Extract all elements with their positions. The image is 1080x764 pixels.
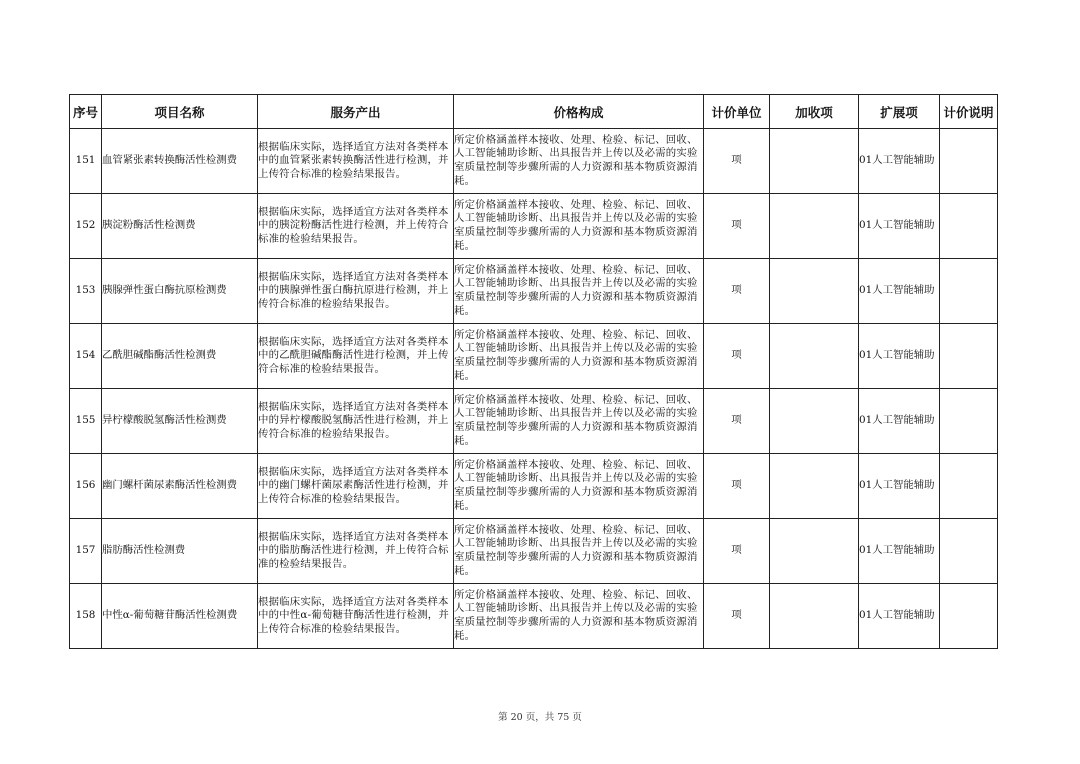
row-num: 151 xyxy=(70,129,102,194)
header-name: 项目名称 xyxy=(102,95,258,129)
row-output: 根据临床实际，选择适宜方法对各类样本中的中性α-葡萄糖苷酶活性进行检测，并上传符合标准的检验结果报告。 xyxy=(258,584,454,649)
header-output: 服务产出 xyxy=(258,95,454,129)
row-num: 153 xyxy=(70,259,102,324)
table-row xyxy=(70,129,998,194)
row-extension: 01人工智能辅助 xyxy=(859,519,940,584)
row-unit: 项 xyxy=(704,584,770,649)
header-surcharge: 加收项 xyxy=(770,95,859,129)
row-output: 根据临床实际，选择适宜方法对各类样本中的血管紧张素转换酶活性进行检测，并上传符合标准的检验结果报告。 xyxy=(258,129,454,194)
row-note xyxy=(940,584,998,649)
row-unit: 项 xyxy=(704,389,770,454)
row-num: 156 xyxy=(70,454,102,519)
table-row xyxy=(70,519,998,584)
row-num: 157 xyxy=(70,519,102,584)
row-price: 所定价格涵盖样本接收、处理、检验、标记、回收、人工智能辅助诊断、出具报告并上传以及必需的实验室质量控制等步骤所需的人力资源和基本物质资源消耗。 xyxy=(454,454,704,519)
row-name: 乙酰胆碱酯酶活性检测费 xyxy=(102,324,258,389)
row-price: 所定价格涵盖样本接收、处理、检验、标记、回收、人工智能辅助诊断、出具报告并上传以及必需的实验室质量控制等步骤所需的人力资源和基本物质资源消耗。 xyxy=(454,129,704,194)
row-price: 所定价格涵盖样本接收、处理、检验、标记、回收、人工智能辅助诊断、出具报告并上传以及必需的实验室质量控制等步骤所需的人力资源和基本物质资源消耗。 xyxy=(454,324,704,389)
row-num: 158 xyxy=(70,584,102,649)
row-surcharge xyxy=(770,519,859,584)
row-num: 152 xyxy=(70,194,102,259)
row-unit: 项 xyxy=(704,519,770,584)
table-row xyxy=(70,324,998,389)
row-name: 脂肪酶活性检测费 xyxy=(102,519,258,584)
row-extension: 01人工智能辅助 xyxy=(859,194,940,259)
row-price: 所定价格涵盖样本接收、处理、检验、标记、回收、人工智能辅助诊断、出具报告并上传以及必需的实验室质量控制等步骤所需的人力资源和基本物质资源消耗。 xyxy=(454,259,704,324)
row-surcharge xyxy=(770,129,859,194)
table-row xyxy=(70,259,998,324)
row-name: 异柠檬酸脱氢酶活性检测费 xyxy=(102,389,258,454)
row-extension: 01人工智能辅助 xyxy=(859,129,940,194)
row-note xyxy=(940,324,998,389)
table-header-row xyxy=(70,95,998,129)
row-unit: 项 xyxy=(704,194,770,259)
row-name: 血管紧张素转换酶活性检测费 xyxy=(102,129,258,194)
row-note xyxy=(940,389,998,454)
header-extension: 扩展项 xyxy=(859,95,940,129)
row-extension: 01人工智能辅助 xyxy=(859,324,940,389)
row-unit: 项 xyxy=(704,454,770,519)
row-name: 中性α-葡萄糖苷酶活性检测费 xyxy=(102,584,258,649)
table-row xyxy=(70,584,998,649)
row-name: 胰腺弹性蛋白酶抗原检测费 xyxy=(102,259,258,324)
table-row xyxy=(70,389,998,454)
row-output: 根据临床实际，选择适宜方法对各类样本中的乙酰胆碱酯酶活性进行检测，并上传符合标准的检验结果报告。 xyxy=(258,324,454,389)
row-price: 所定价格涵盖样本接收、处理、检验、标记、回收、人工智能辅助诊断、出具报告并上传以及必需的实验室质量控制等步骤所需的人力资源和基本物质资源消耗。 xyxy=(454,389,704,454)
row-name: 胰淀粉酶活性检测费 xyxy=(102,194,258,259)
row-surcharge xyxy=(770,259,859,324)
row-note xyxy=(940,259,998,324)
row-surcharge xyxy=(770,389,859,454)
row-num: 154 xyxy=(70,324,102,389)
row-surcharge xyxy=(770,584,859,649)
header-unit: 计价单位 xyxy=(704,95,770,129)
row-unit: 项 xyxy=(704,129,770,194)
header-price: 价格构成 xyxy=(454,95,704,129)
row-surcharge xyxy=(770,454,859,519)
row-note xyxy=(940,129,998,194)
row-extension: 01人工智能辅助 xyxy=(859,584,940,649)
row-note xyxy=(940,519,998,584)
row-extension: 01人工智能辅助 xyxy=(859,389,940,454)
row-price: 所定价格涵盖样本接收、处理、检验、标记、回收、人工智能辅助诊断、出具报告并上传以及必需的实验室质量控制等步骤所需的人力资源和基本物质资源消耗。 xyxy=(454,194,704,259)
page-number: 第 20 页，共 75 页 xyxy=(498,712,582,723)
row-extension: 01人工智能辅助 xyxy=(859,259,940,324)
table-row xyxy=(70,194,998,259)
row-output: 根据临床实际，选择适宜方法对各类样本中的胰腺弹性蛋白酶抗原进行检测，并上传符合标准的检验结果报告。 xyxy=(258,259,454,324)
row-name: 幽门螺杆菌尿素酶活性检测费 xyxy=(102,454,258,519)
row-output: 根据临床实际，选择适宜方法对各类样本中的幽门螺杆菌尿素酶活性进行检测，并上传符合标准的检验结果报告。 xyxy=(258,454,454,519)
row-extension: 01人工智能辅助 xyxy=(859,454,940,519)
table-row xyxy=(70,454,998,519)
header-num: 序号 xyxy=(70,95,102,129)
pricing-table xyxy=(69,94,998,649)
row-output: 根据临床实际，选择适宜方法对各类样本中的胰淀粉酶活性进行检测，并上传符合标准的检验结果报告。 xyxy=(258,194,454,259)
row-note xyxy=(940,454,998,519)
row-unit: 项 xyxy=(704,324,770,389)
row-price: 所定价格涵盖样本接收、处理、检验、标记、回收、人工智能辅助诊断、出具报告并上传以及必需的实验室质量控制等步骤所需的人力资源和基本物质资源消耗。 xyxy=(454,584,704,649)
header-note: 计价说明 xyxy=(940,95,998,129)
row-output: 根据临床实际，选择适宜方法对各类样本中的异柠檬酸脱氢酶活性进行检测，并上传符合标准的检验结果报告。 xyxy=(258,389,454,454)
row-note xyxy=(940,194,998,259)
row-unit: 项 xyxy=(704,259,770,324)
row-output: 根据临床实际，选择适宜方法对各类样本中的脂肪酶活性进行检测，并上传符合标准的检验结果报告。 xyxy=(258,519,454,584)
row-price: 所定价格涵盖样本接收、处理、检验、标记、回收、人工智能辅助诊断、出具报告并上传以及必需的实验室质量控制等步骤所需的人力资源和基本物质资源消耗。 xyxy=(454,519,704,584)
row-surcharge xyxy=(770,324,859,389)
row-num: 155 xyxy=(70,389,102,454)
row-surcharge xyxy=(770,194,859,259)
